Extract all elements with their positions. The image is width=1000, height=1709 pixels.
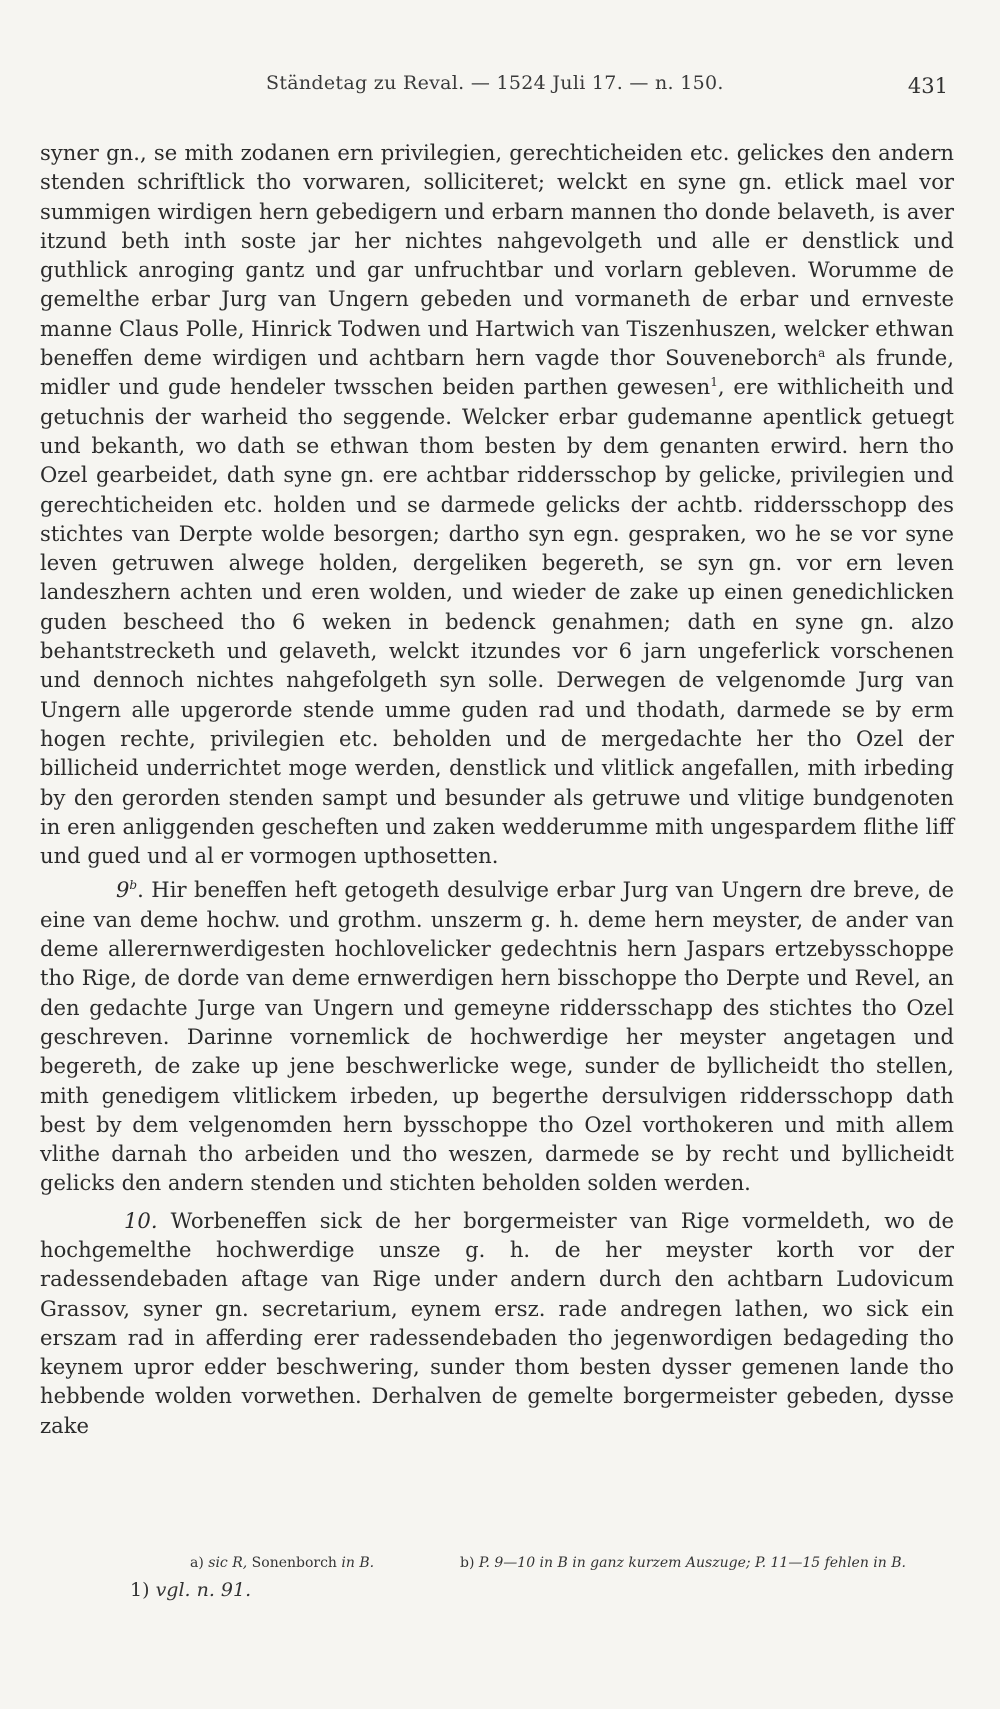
footnote-ref-a: a xyxy=(818,346,826,361)
section-number: 9 xyxy=(116,877,130,903)
footnote-text: sic R, xyxy=(208,1555,248,1571)
footnote-mark: b) xyxy=(460,1555,475,1571)
footnote-mark: a) xyxy=(190,1555,204,1571)
paragraph-text: als frunde, midler und gude hendeler twsschen beiden parthen gewesen xyxy=(40,345,954,400)
footnote-text: in B. xyxy=(341,1555,375,1571)
footnote-b xyxy=(460,1555,906,1571)
running-head xyxy=(0,72,1000,102)
paragraph-text: syner gn., se mith zodanen ern privilegien, gerechticheiden etc. gelickes den andern stenden schriftlick tho vorwaren, solliciteret; welckt en syne gn. etlick mael vor summigen wirdigen hern gebedigern und erbarn mannen tho donde belaveth, is aver itzund beth inth soste jar her nichtes nahgevolgeth und alle er denstlick und guthlick anroging gantz und gar unfruchtbar und vorlarn gebleven. Worumme de gemelthe erbar Jurg van Ungern gebeden und vormaneth de erbar und ernveste manne Claus Polle, Hinrick Todwen und Hartwich van Tiszenhuszen, welcker ethwan beneffen deme wirdigen und achtbarn hern vagde thor Souveneborch xyxy=(40,140,954,371)
paragraph-10 xyxy=(40,1206,954,1440)
page-number: 431 xyxy=(907,74,948,98)
paragraph-9 xyxy=(40,875,954,1197)
paragraph-text: . Hir beneffen heft getogeth desulvige erbar Jurg van Ungern dre breve, de eine van deme hochw. und grothm. unszerm g. h. deme hern meyster, de ander van deme allerernwerdigesten hochlovelicker gedechtnis hern Jaspars ertzebysschoppe tho Rige, de dorde van deme ernwerdigen hern bisschoppe tho Derpte und Revel, an den gedachte Jurge van Ungern und gemeyne riddersschapp des stichtes tho Ozel geschreven. Darinne vornemlick de hochwerdige her meyster angetagen und begereth, de zake up jene beschwerlicke wege, sunder de byllicheidt tho stellen, mith genedigem vlitlickem irbeden, up begerthe dersulvigen riddersschopp dath best by dem velgenomden hern bysschoppe tho Ozel vorthokeren und mith allem vlithe darnah tho arbeiden und tho weszen, darmede se by recht und byllicheidt gelicks den andern stenden und stichten beholden solden werden. xyxy=(40,877,954,1196)
paragraph-continuation xyxy=(40,138,954,870)
paragraph-text: Worbeneffen sick de her borgermeister van Rige vormeldeth, wo de hochgemelthe hochwerdige unsze g. h. de her meyster korth vor der radessendebaden aftage van Rige under andern durch den achtbarn Ludovicum Grassov, syner gn. secretarium, eynem ersz. rade andregen lathen, wo sick ein erszam rad in afferding erer radessendebaden tho jegenwordigen bedageding tho keynem upror edder beschwering, sunder thom besten dysser gemenen lande tho hebbende wolden vorwethen. Derhalven de gemelte borgermeister gebeden, dysse zake xyxy=(40,1207,954,1438)
main-text xyxy=(40,138,954,1440)
footnote-text: Sonenborch xyxy=(251,1555,337,1571)
footnote-text: vgl. n. 91. xyxy=(155,1579,252,1601)
section-number: 10. xyxy=(124,1207,158,1233)
paragraph-text: , ere withlicheith und getuchnis der warheid tho seggende. Welcker erbar gudemanne apentlick getuegt und bekanth, wo dath se ethwan thom besten by dem genanten erwird. hern tho Ozel gearbeidet, dath syne gn. ere achtbar riddersschop by gelicke, privilegien und gerechticheiden etc. holden und se darmede gelicks der achtb. riddersschopp des stichtes van Derpte wolde besorgen; dartho syn egn. gespraken, wo he se vor syne leven getruwen alwege holden, dergeliken begereth, se syn gn. vor ern leven landeszhern achten und eren wolden, und wieder de zake up einen genedichlicken guden bescheed tho 6 weken in bedenck genahmen; dath en syne gn. alzo behantstrecketh und gelaveth, welckt itzundes vor 6 jarn ungeferlick vorschenen und dennoch nichtes nahgefolgeth syn solle. Derwegen de velgenomde Jurg van Ungern alle upgerorde stende umme guden rad und thodath, darmede se by erm hogen rechte, privilegien etc. beholden und de mergedachte her tho Ozel der billicheid underrichtet moge werden, denstlick und vlitlick angefallen, mith irbeding by den gerorden stenden sampt und besunder als getruwe und vlitige bundgenoten in eren anliggenden gescheften und zaken wedderumme mith ungespardem flithe liff und gued und al er vormogen upthosetten. xyxy=(40,374,954,869)
footnote-text: P. 9—10 in B in ganz kurzem Auszuge; P. 11—15 fehlen in B. xyxy=(478,1555,906,1571)
footnote-1 xyxy=(130,1579,251,1601)
footnote-ref-1: 1 xyxy=(710,375,718,390)
footnote-a xyxy=(190,1555,374,1571)
footnote-mark: 1) xyxy=(130,1579,150,1601)
footnote-ref-b: b xyxy=(129,878,138,893)
running-head-title: Ständetag zu Reval. — 1524 Juli 17. — n. 150. xyxy=(266,72,724,94)
